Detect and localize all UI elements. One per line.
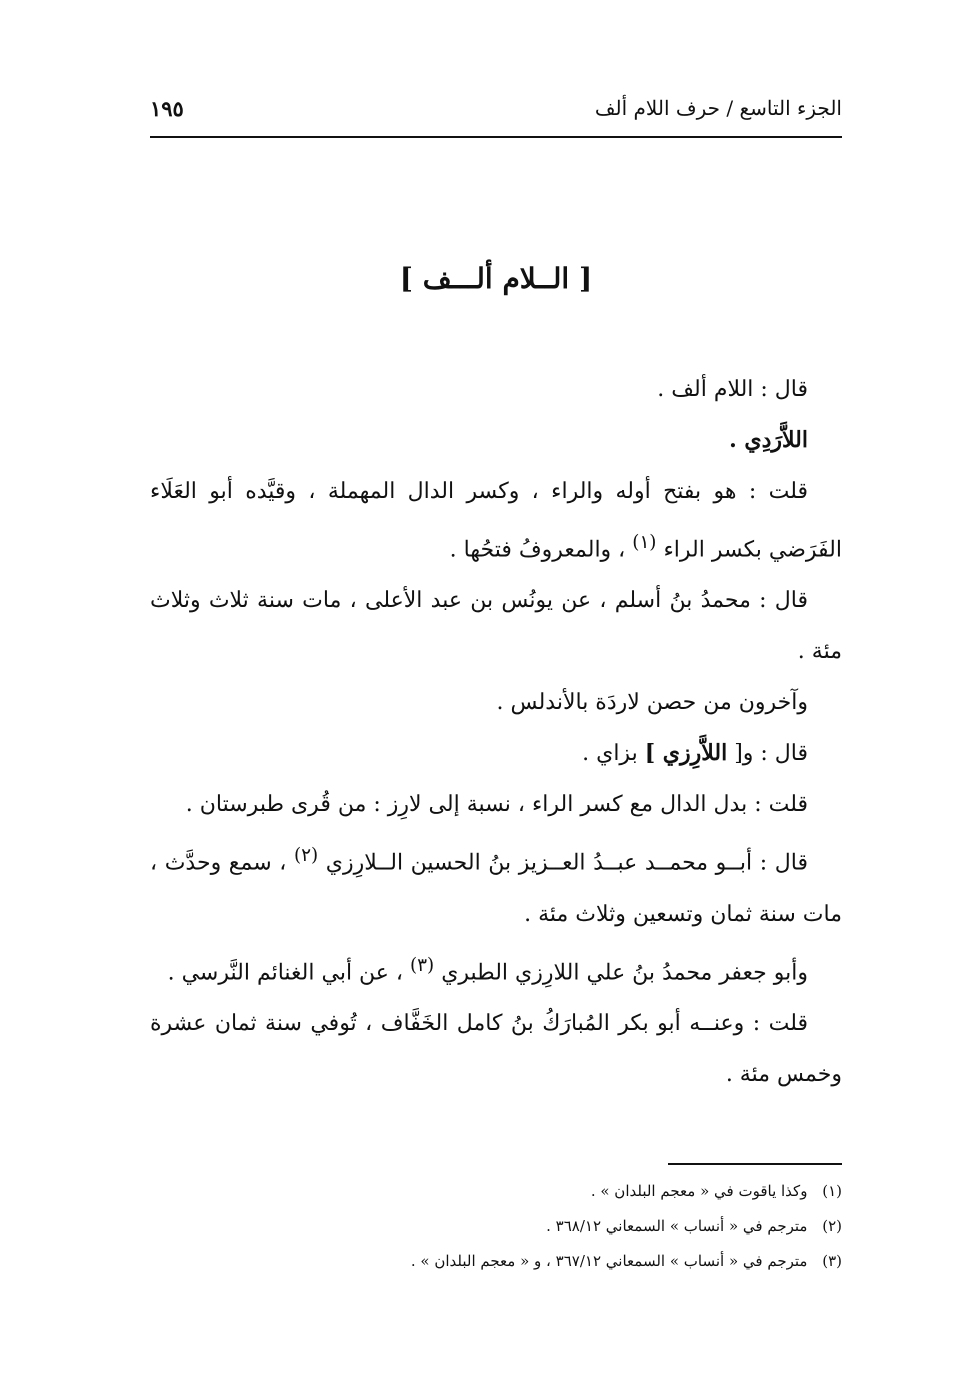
paragraph-text: ، سمع وحدَّث ، مات سنة ثمان وتسعين وثلاث مئة . [150, 850, 842, 927]
paragraph: قلت : وعنــه أبو بكر المُبارَكُ بنُ كامل الخَفَّاف ، تُوفي سنة ثمان عشرة وخمس مئة . [150, 1010, 842, 1087]
header-rule [150, 136, 842, 138]
running-head: الجزء التاسع / حرف اللام ألف [594, 96, 842, 120]
footnote [150, 1174, 842, 1209]
paragraph-text: قال : و[ [734, 741, 808, 767]
paragraph: قال : اللام ألف . [657, 377, 808, 402]
paragraph [150, 830, 842, 939]
footnotes [150, 1174, 842, 1279]
footnote-number: (٢) [822, 1217, 842, 1235]
footnote-ref[interactable]: (٣) [410, 954, 435, 976]
page-number: ١٩٥ [150, 95, 184, 121]
paragraph: قال : محمدُ بنُ أسلم ، عن يونُس بن عبد الأعلى ، مات سنة ثلاث وثلاث مئة . [150, 588, 842, 665]
footnote [150, 1244, 842, 1279]
paragraph [150, 466, 842, 575]
entry-heading: اللاَّرِزي ] [644, 740, 728, 767]
main-text [150, 364, 842, 1100]
footnote-text: مترجم في « أنساب » السمعاني ٣٦٧/١٢ ، و « معجم البلدان » . [410, 1252, 808, 1270]
paragraph [150, 728, 842, 779]
paragraph-text: قال : أبــو محمــد عبــدُ العــزيز بنُ الحسين الــلارِزي [325, 850, 808, 876]
paragraph [150, 940, 842, 998]
footnote-ref[interactable]: (١) [632, 532, 657, 553]
entry-heading: اللاَّرَدِي . [729, 427, 808, 453]
paragraph-text: ، عن أبي الغنائم النَّرسي . [167, 959, 404, 985]
paragraph: قلت : بدل الدال مع كسر الراء ، نسبة إلى لارِز : من قُرى طبرستان . [185, 792, 808, 818]
paragraph-text: قلت : هو بفتح أوله والراء ، وكسر الدال المهملة ، وقيَّده أبو العَلَاء الفَرَضي بكسر الراء [150, 479, 842, 563]
paragraph-text: بزاي . [582, 741, 638, 767]
paragraph: وآخرون من حصن لاردَة بالأندلس . [496, 690, 808, 716]
footnote-text: مترجم في « أنساب » السمعاني ٣٦٨/١٢ . [546, 1217, 808, 1235]
footnote-ref[interactable]: (٢) [293, 845, 319, 867]
paragraph-text: وأبو جعفر محمدُ بنُ علي اللارِزي الطبري [441, 959, 808, 985]
paragraph-text: ، والمعروفُ فتحُها . [449, 537, 626, 563]
footnote-text: وكذا ياقوت في « معجم البلدان » . [590, 1182, 808, 1200]
footnote-number: (٣) [822, 1252, 842, 1270]
footnote [150, 1209, 842, 1244]
section-title: [ الــلام ألـــف ] [399, 262, 593, 295]
footnote-rule [668, 1163, 842, 1165]
footnote-number: (١) [822, 1182, 842, 1200]
page-header [150, 88, 842, 128]
